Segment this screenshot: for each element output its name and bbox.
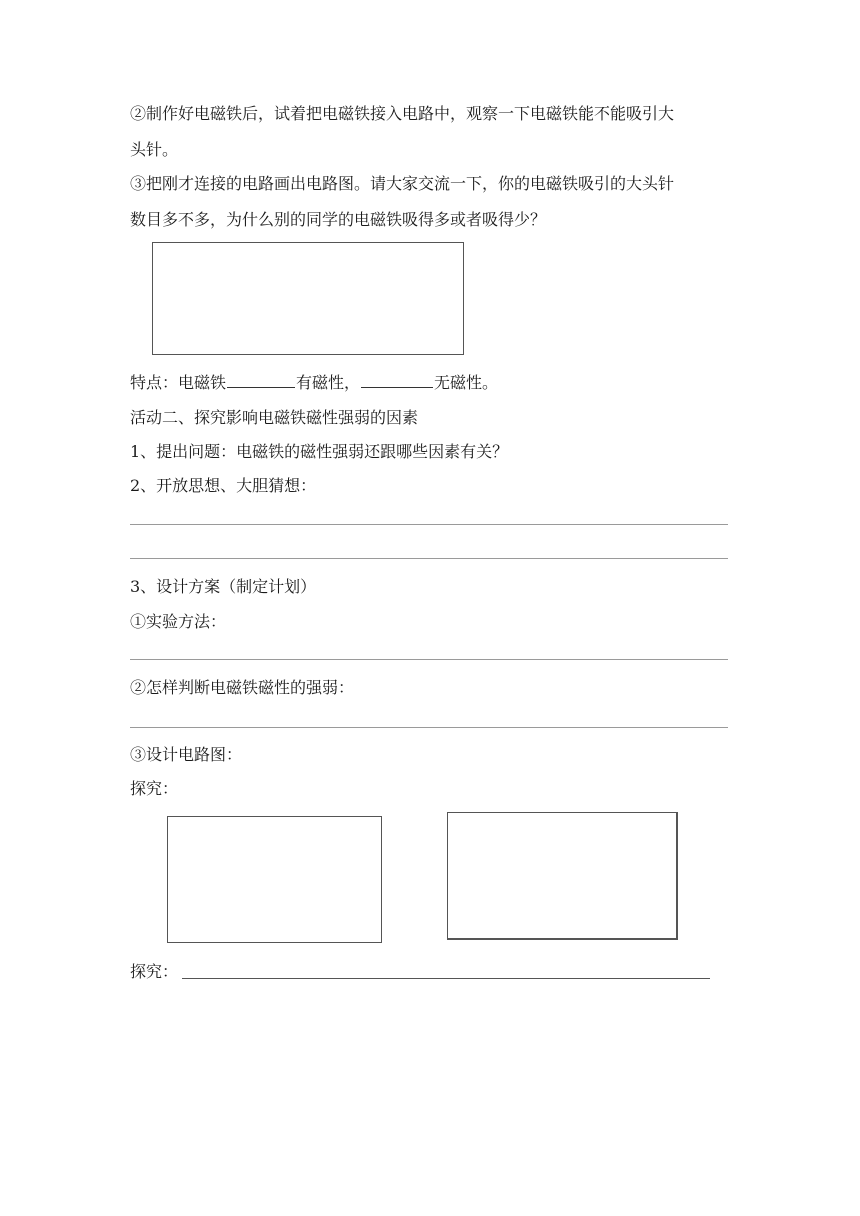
question-2: 2、开放思想、大胆猜想： bbox=[130, 476, 317, 495]
method-label: ①实验方法： bbox=[130, 612, 227, 631]
step3-line-1: ③把刚才连接的电路画出电路图。请大家交流一下，你的电磁铁吸引的大头针 bbox=[130, 174, 675, 193]
judge-answer-line[interactable] bbox=[130, 727, 728, 728]
question-1: 1、提出问题：电磁铁的磁性强弱还跟哪些因素有关？ bbox=[130, 442, 509, 461]
guess-answer-line-1[interactable] bbox=[130, 524, 728, 525]
feature-blank-1[interactable] bbox=[227, 373, 295, 388]
feature-blank-2[interactable] bbox=[361, 373, 433, 388]
step2-line-1: ②制作好电磁铁后，试着把电磁铁接入电路中，观察一下电磁铁能不能吸引大 bbox=[130, 104, 675, 123]
explore-label: 探究： bbox=[130, 779, 179, 798]
explore-label-2: 探究： bbox=[130, 962, 179, 981]
judge-label: ②怎样判断电磁铁磁性的强弱： bbox=[130, 678, 355, 697]
method-answer-line[interactable] bbox=[130, 659, 728, 660]
guess-answer-line-2[interactable] bbox=[130, 558, 728, 559]
feature-mid: 有磁性， bbox=[296, 373, 361, 392]
feature-sentence bbox=[130, 373, 498, 393]
feature-label: 特点：电磁铁 bbox=[130, 373, 227, 392]
explore-answer-line[interactable] bbox=[182, 978, 710, 979]
circuit-drawing-box bbox=[152, 242, 464, 355]
feature-end: 无磁性。 bbox=[434, 373, 499, 392]
question-3: 3、设计方案（制定计划） bbox=[130, 577, 317, 596]
step3-line-2: 数目多不多，为什么别的同学的电磁铁吸得多或者吸得少？ bbox=[130, 210, 547, 229]
circuit-box-left bbox=[167, 816, 382, 943]
circuit-label: ③设计电路图： bbox=[130, 745, 243, 764]
activity2-title: 活动二、探究影响电磁铁磁性强弱的因素 bbox=[130, 408, 419, 427]
circuit-box-right bbox=[447, 812, 678, 940]
step2-line-2: 头针。 bbox=[130, 140, 179, 159]
